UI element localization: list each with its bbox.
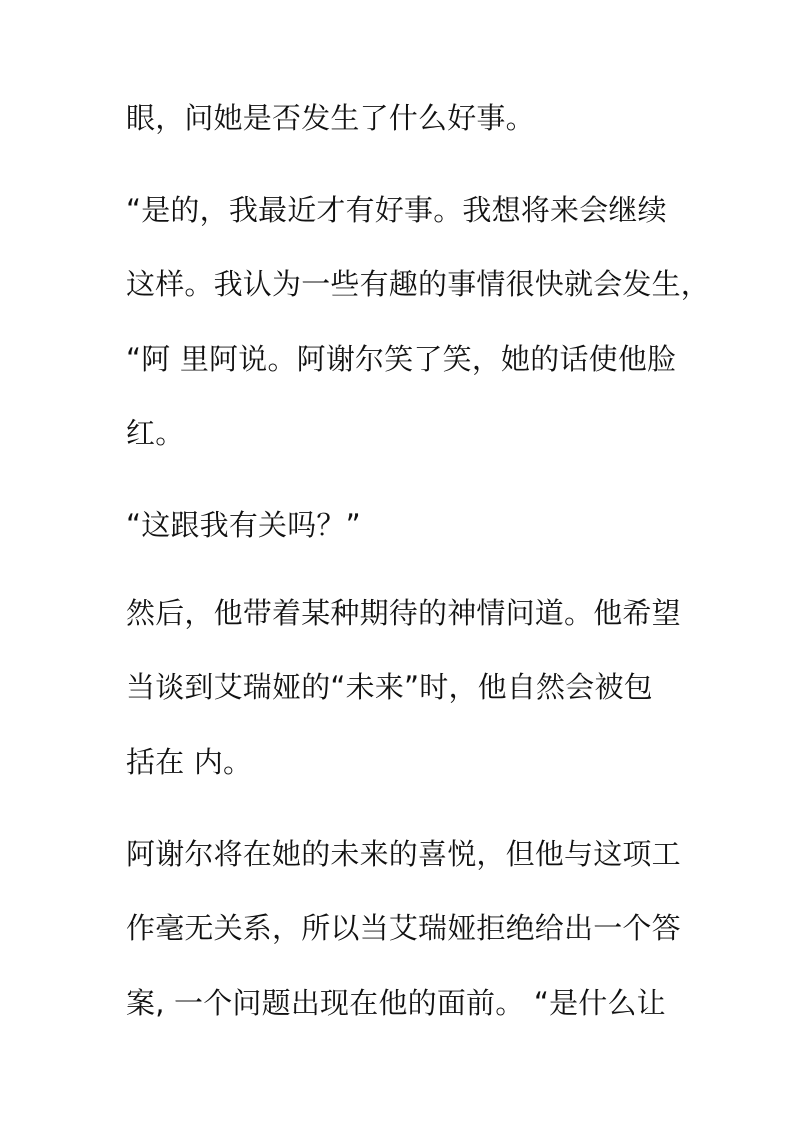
text-line: “阿 里阿说。阿谢尔笑了笑，她的话使他脸 bbox=[126, 342, 677, 376]
text-line: 眼，问她是否发生了什么好事。 bbox=[126, 101, 535, 135]
text-line: 案, 一个问题出现在他的面前。 “是什么让 bbox=[126, 986, 666, 1020]
text-line: 作毫无关系，所以当艾瑞娅拒绝给出一个答 bbox=[126, 911, 681, 945]
text-line: “这跟我有关吗？” bbox=[126, 508, 361, 542]
text-line: 这样。我认为一些有趣的事情很快就会发生， bbox=[126, 267, 711, 301]
text-line: 然后，他带着某种期待的神情问道。他希望 bbox=[126, 596, 681, 630]
text-line: 括在 内。 bbox=[126, 745, 253, 779]
text-line: 阿谢尔将在她的未来的喜悦，但他与这项工 bbox=[126, 837, 681, 871]
text-line: “是的，我最近才有好事。我想将来会继续 bbox=[126, 193, 667, 227]
text-line: 红。 bbox=[126, 416, 185, 450]
text-line: 当谈到艾瑞娅的“未来”时，他自然会被包 bbox=[126, 670, 653, 704]
